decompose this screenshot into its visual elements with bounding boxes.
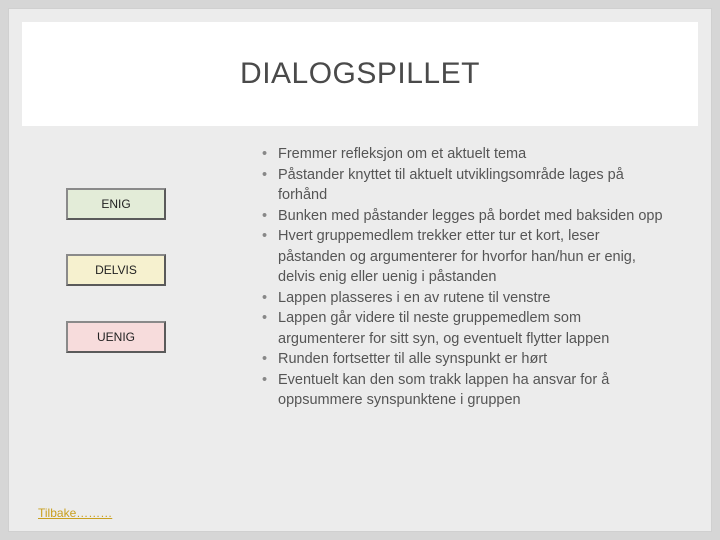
bullet-item: • Bunken med påstander legges på bordet med baksiden opp: [260, 206, 670, 227]
bullet-item: • Lappen plasseres i en av rutene til venstre: [260, 288, 670, 309]
slide-title: DIALOGSPILLET: [240, 57, 480, 90]
slide: [8, 8, 712, 532]
bullet-item: • Påstander knyttet til aktuelt utviklingsområde lages på forhånd: [260, 165, 670, 206]
bullet-list: [260, 144, 670, 411]
bullet-item: • Fremmer refleksjon om et aktuelt tema: [260, 144, 670, 165]
back-link[interactable]: Tilbake………: [38, 506, 113, 520]
bullet-item: • Eventuelt kan den som trakk lappen ha ansvar for å oppsummere synspunktene i gruppen: [260, 370, 670, 411]
bullet-item: • Lappen går videre til neste gruppemedlem som argumenterer for sitt syn, og eventuelt flytter lappen: [260, 308, 670, 349]
uenig-box: UENIG: [66, 321, 166, 353]
delvis-box: DELVIS: [66, 254, 166, 286]
title-box: [22, 22, 698, 126]
enig-box: ENIG: [66, 188, 166, 220]
bullet-item: • Hvert gruppemedlem trekker etter tur et kort, leser påstanden og argumenterer for hvorfor han/hun er enig, delvis enig eller uenig i påstanden: [260, 226, 670, 288]
bullet-item: • Runden fortsetter til alle synspunkt er hørt: [260, 349, 670, 370]
